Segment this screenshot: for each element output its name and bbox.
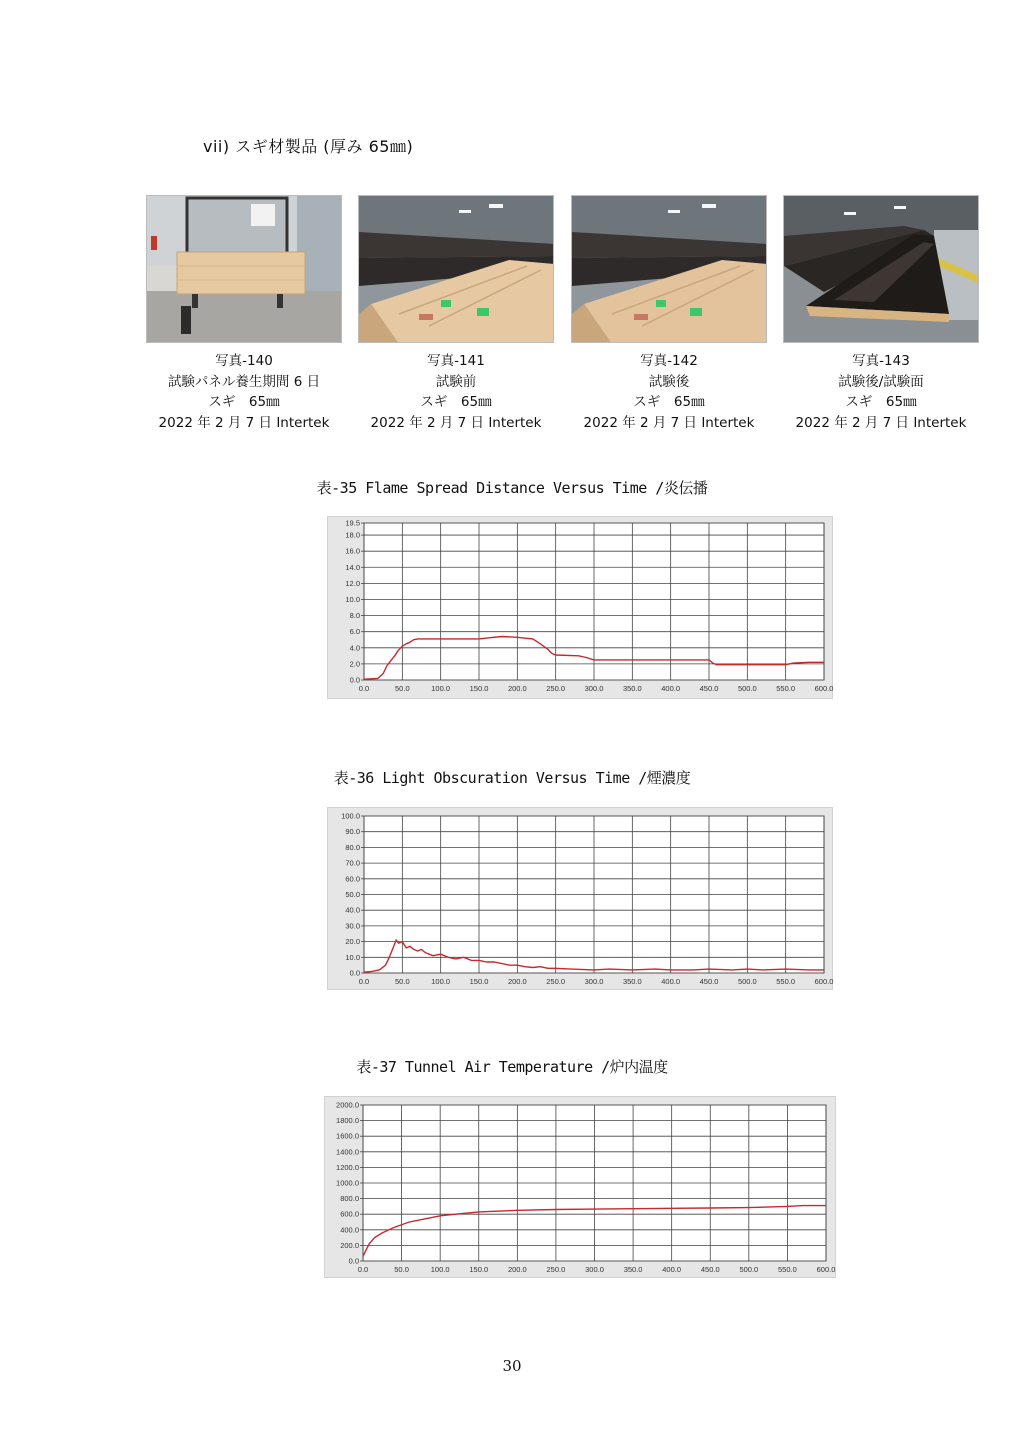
y-tick-label: 14.0 bbox=[345, 562, 360, 572]
photo-141 bbox=[358, 195, 554, 343]
y-tick-label: 800.0 bbox=[340, 1194, 359, 1204]
y-tick-label: 40.0 bbox=[345, 905, 360, 915]
photo-block-143 bbox=[783, 195, 979, 433]
y-tick-label: 1000.0 bbox=[336, 1178, 359, 1188]
x-tick-label: 500.0 bbox=[737, 684, 757, 693]
photo-date: 2022 年 2 月 7 日 Intertek bbox=[370, 414, 542, 431]
y-tick-label: 1600.0 bbox=[336, 1131, 359, 1141]
x-tick-label: 550.0 bbox=[776, 684, 796, 693]
y-tick-label: 6.0 bbox=[349, 627, 360, 637]
x-tick-label: 0.0 bbox=[358, 977, 370, 986]
photo-block-142 bbox=[571, 195, 767, 433]
y-tick-label: 60.0 bbox=[345, 874, 360, 884]
x-tick-label: 100.0 bbox=[431, 977, 451, 986]
chart-light-obscuration bbox=[327, 807, 833, 990]
y-tick-label: 100.0 bbox=[341, 811, 360, 821]
photo-date: 2022 年 2 月 7 日 Intertek bbox=[158, 414, 330, 431]
x-tick-label: 450.0 bbox=[699, 977, 719, 986]
y-tick-label: 600.0 bbox=[340, 1209, 359, 1219]
x-tick-label: 450.0 bbox=[699, 684, 719, 693]
x-tick-label: 200.0 bbox=[507, 1265, 527, 1274]
y-tick-label: 1800.0 bbox=[336, 1116, 359, 1126]
y-tick-label: 10.0 bbox=[345, 952, 360, 962]
x-tick-label: 200.0 bbox=[507, 977, 527, 986]
x-tick-label: 200.0 bbox=[507, 684, 527, 693]
y-tick-label: 18.0 bbox=[345, 530, 360, 540]
photo-number: 写真-141 bbox=[427, 353, 485, 369]
x-tick-label: 600.0 bbox=[814, 977, 834, 986]
photo-number: 写真-140 bbox=[215, 353, 273, 369]
x-tick-label: 0.0 bbox=[357, 1265, 369, 1274]
y-tick-label: 0.0 bbox=[348, 1256, 359, 1266]
y-tick-label: 0.0 bbox=[349, 675, 360, 685]
x-tick-label: 250.0 bbox=[546, 1265, 566, 1274]
photo-142 bbox=[571, 195, 767, 343]
x-tick-label: 100.0 bbox=[430, 1265, 450, 1274]
x-tick-label: 350.0 bbox=[623, 1265, 643, 1274]
table-title-flame-spread: 表-35 Flame Spread Distance Versus Time /炎伝播 bbox=[316, 479, 708, 497]
x-tick-label: 150.0 bbox=[469, 977, 489, 986]
y-tick-label: 2000.0 bbox=[336, 1100, 359, 1110]
x-tick-label: 600.0 bbox=[816, 1265, 836, 1274]
x-tick-label: 50.0 bbox=[394, 1265, 409, 1274]
x-tick-label: 400.0 bbox=[661, 684, 681, 693]
chart-air-temperature-svg bbox=[325, 1097, 837, 1279]
photo-material: スギ 65㎜ bbox=[208, 394, 280, 410]
section-heading: vii) スギ材製品 (厚み 65㎜) bbox=[203, 137, 414, 156]
x-tick-label: 500.0 bbox=[737, 977, 757, 986]
x-tick-label: 50.0 bbox=[395, 977, 410, 986]
photo-number: 写真-142 bbox=[640, 353, 698, 369]
x-tick-label: 350.0 bbox=[622, 977, 642, 986]
x-tick-label: 350.0 bbox=[622, 684, 642, 693]
photo-material: スギ 65㎜ bbox=[845, 394, 917, 410]
photo-date: 2022 年 2 月 7 日 Intertek bbox=[583, 414, 755, 431]
photo-block-141 bbox=[358, 195, 554, 433]
y-tick-label: 70.0 bbox=[345, 858, 360, 868]
photo-number: 写真-143 bbox=[852, 353, 910, 369]
y-tick-label: 30.0 bbox=[345, 921, 360, 931]
chart-flame-spread-svg bbox=[328, 517, 834, 700]
y-tick-label: 400.0 bbox=[340, 1225, 359, 1235]
photo-description: 試験前 bbox=[435, 373, 477, 390]
y-tick-label: 200.0 bbox=[340, 1240, 359, 1250]
chart-flame-spread bbox=[327, 516, 833, 699]
y-tick-label: 10.0 bbox=[345, 594, 360, 604]
y-tick-label: 4.0 bbox=[349, 643, 360, 653]
photo-material: スギ 65㎜ bbox=[420, 394, 492, 410]
table-title-air-temperature: 表-37 Tunnel Air Temperature /炉内温度 bbox=[356, 1058, 668, 1076]
photo-143 bbox=[783, 195, 979, 343]
chart-light-obscuration-svg bbox=[328, 808, 834, 991]
photo-material: スギ 65㎜ bbox=[633, 394, 705, 410]
x-tick-label: 600.0 bbox=[814, 684, 834, 693]
photo-description: 試験パネル養生期間 6 日 bbox=[167, 373, 321, 390]
y-tick-label: 50.0 bbox=[345, 890, 360, 899]
y-tick-label: 80.0 bbox=[345, 842, 360, 852]
x-tick-label: 300.0 bbox=[584, 977, 604, 986]
table-title-light-obscuration: 表-36 Light Obscuration Versus Time /煙濃度 bbox=[333, 769, 691, 787]
x-tick-label: 150.0 bbox=[469, 1265, 489, 1274]
x-tick-label: 250.0 bbox=[546, 684, 566, 693]
x-tick-label: 400.0 bbox=[662, 1265, 682, 1274]
y-tick-label: 19.5 bbox=[345, 518, 360, 528]
x-tick-label: 450.0 bbox=[700, 1265, 720, 1274]
x-tick-label: 300.0 bbox=[585, 1265, 604, 1274]
x-tick-label: 100.0 bbox=[431, 684, 451, 693]
x-tick-label: 150.0 bbox=[469, 684, 489, 693]
chart-air-temperature bbox=[324, 1096, 836, 1278]
y-tick-label: 90.0 bbox=[345, 827, 360, 837]
x-tick-label: 400.0 bbox=[661, 977, 681, 986]
y-tick-label: 2.0 bbox=[349, 659, 360, 669]
photo-block-140 bbox=[146, 195, 342, 433]
x-tick-label: 550.0 bbox=[778, 1265, 797, 1274]
photo-date: 2022 年 2 月 7 日 Intertek bbox=[795, 414, 967, 431]
photo-description: 試験後/試験面 bbox=[838, 373, 924, 390]
y-tick-label: 1200.0 bbox=[336, 1162, 359, 1172]
y-tick-label: 12.0 bbox=[345, 578, 360, 588]
x-tick-label: 500.0 bbox=[739, 1265, 759, 1274]
x-tick-label: 550.0 bbox=[776, 977, 796, 986]
y-tick-label: 1400.0 bbox=[336, 1147, 359, 1157]
photo-140 bbox=[146, 195, 342, 343]
x-tick-label: 50.0 bbox=[395, 684, 410, 693]
x-tick-label: 250.0 bbox=[546, 977, 566, 986]
y-tick-label: 8.0 bbox=[349, 611, 360, 621]
x-tick-label: 300.0 bbox=[584, 684, 604, 693]
y-tick-label: 0.0 bbox=[349, 968, 360, 978]
photo-description: 試験後 bbox=[648, 373, 690, 390]
y-tick-label: 16.0 bbox=[345, 546, 360, 556]
x-tick-label: 0.0 bbox=[358, 684, 370, 693]
y-tick-label: 20.0 bbox=[345, 937, 360, 947]
page-number: 30 bbox=[502, 1357, 522, 1375]
